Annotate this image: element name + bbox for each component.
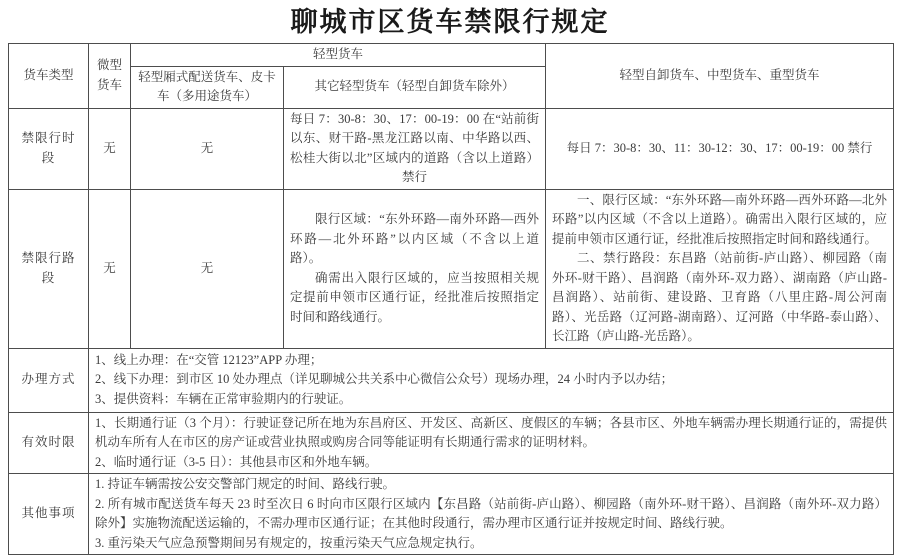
- row-label-restricted-hours: 禁限行时段: [9, 108, 89, 189]
- cell-roads-heavy: [546, 189, 894, 348]
- cell-roads-light-van: 无: [131, 189, 284, 348]
- header-light-van-pickup: 轻型厢式配送货车、皮卡车（多用途货车）: [131, 66, 284, 108]
- cell-roads-light-other: [284, 189, 546, 348]
- roads-heavy-banned-sections: 二、禁行路段：东昌路（站前街-庐山路）、柳园路（南外环-财干路）、昌润路（南外环-双力路）、湖南路（庐山路-昌润路）、站前街、建设路、卫育路（八里庄路-周公河南路）、光岳路（辽河路-湖南路）、辽河路（中华路-泰山路）、长江路（庐山路-光岳路）。: [552, 251, 888, 343]
- apply-line-offline: 2、线下办理：到市区 10 处办理点（详见聊城公共关系中心微信公众号）现场办理，24 小时内予以办结；: [95, 372, 674, 387]
- page-title: 聊城市区货车禁限行规定: [290, 7, 610, 37]
- header-heavy-truck: 轻型自卸货车、中型货车、重型货车: [546, 44, 894, 109]
- other-line-pollution-alert: 3. 重污染天气应急预警期间另有规定的，按重污染天气应急规定执行。: [95, 535, 483, 550]
- row-label-restricted-roads: 禁限行路段: [9, 189, 89, 348]
- cell-hours-light-van: 无: [131, 108, 284, 189]
- cell-validity-period: [89, 412, 894, 474]
- validity-line-temporary: 2、临时通行证（3-5 日）：其他县市区和外地车辆。: [95, 454, 378, 469]
- cell-application-method: [89, 348, 894, 412]
- roads-heavy-zone: 一、限行区域：“东外环路—南外环路—西外环路—北外环路”以内区域（不含以上道路）。确需出入限行区域的，应提前申领市区通行证，经批准后按照指定时间和路线通行。: [552, 192, 888, 246]
- header-row-top: [9, 44, 894, 67]
- row-restricted-roads: [9, 189, 894, 348]
- row-validity-period: [9, 412, 894, 474]
- regulations-table: [8, 43, 894, 555]
- validity-line-longterm: 1、长期通行证（3 个月）：行驶证登记所在地为东昌府区、开发区、高新区、度假区的车辆；各县市区、外地车辆需办理长期通行证的，需提供机动车所有人在市区的房产证或营业执照或购房合同等能证明有长期通行需求的证明材料。: [95, 415, 888, 449]
- cell-hours-micro: 无: [89, 108, 131, 189]
- row-restricted-hours: [9, 108, 894, 189]
- cell-roads-micro: 无: [89, 189, 131, 348]
- cell-other-matters: [89, 474, 894, 555]
- roads-light-other-permit: 确需出入限行区域的，应当按照相关规定提前申领市区通行证，经批准后按照指定时间和路线通行。: [290, 270, 540, 324]
- cell-hours-heavy: 每日 7：30-8：30、11：30-12：30、17：00-19：00 禁行: [546, 108, 894, 189]
- header-micro-truck: 微型货车: [89, 44, 131, 109]
- row-label-application-method: 办理方式: [9, 348, 89, 412]
- header-light-truck-group: 轻型货车: [131, 44, 546, 67]
- apply-line-online: 1、线上办理：在“交管 12123”APP 办理；: [95, 352, 323, 367]
- roads-light-other-zone: 限行区域：“东外环路—南外环路—西外环路—北外环路”以内区域（不含以上道路）。: [290, 212, 540, 265]
- row-other-matters: [9, 474, 894, 555]
- row-application-method: [9, 348, 894, 412]
- apply-line-materials: 3、提供资料：车辆在正常审验期内的行驶证。: [95, 391, 352, 406]
- other-line-permit-rules: 1. 持证车辆需按公安交警部门规定的时间、路线行驶。: [95, 477, 396, 491]
- header-light-other: 其它轻型货车（轻型自卸货车除外）: [284, 66, 546, 108]
- row-label-validity-period: 有效时限: [9, 412, 89, 474]
- cell-hours-light-other: 每日 7：30-8：30、17：00-19：00 在“站前街以东、财干路-黑龙江路以南、中华路以西、松桂大街以北”区域内的道路（含以上道路）禁行: [284, 108, 546, 189]
- row-label-other-matters: 其他事项: [9, 474, 89, 555]
- other-line-night-delivery: 2. 所有城市配送货车每天 23 时至次日 6 时向市区限行区域内【东昌路（站前街-庐山路）、柳园路（南外环-财干路）、昌润路（南外环-双力路）除外】实施物流配送运输的，不需办理市区通行证；在其他时段通行，需办理市区通行证并按规定时间、路线行驶。: [95, 496, 888, 530]
- header-truck-type: 货车类型: [9, 44, 89, 109]
